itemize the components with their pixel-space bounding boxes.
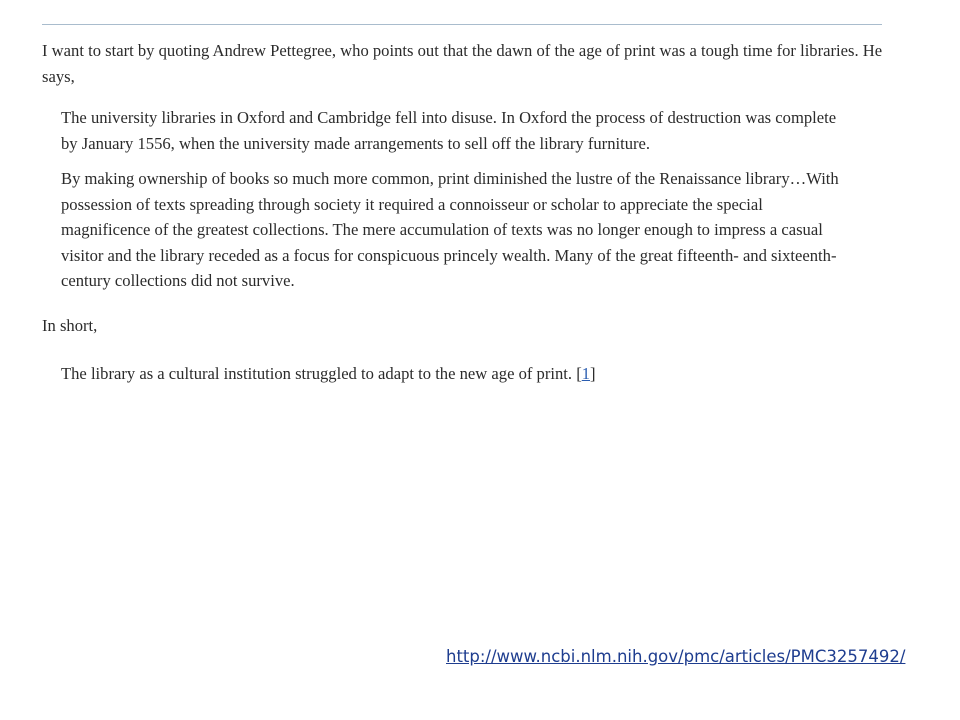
footnote-ref-link[interactable]: 1 [581, 364, 591, 383]
article-body [42, 38, 892, 397]
ref-close-bracket: ] [590, 364, 596, 383]
quote-paragraph-2: By making ownership of books so much more common, print diminished the lustre of the Renaissance library…With possession of texts spreading through society it required a connoisseur or scholar to appreciate the special magnificence of the greatest collections. The mere accumulation of texts was no longer enough to impress a casual visitor and the library receded as a focus for conspicuous princely wealth. Many of the great fifteenth- and sixteenth-century collections did not survive. [61, 169, 839, 290]
ref-open-bracket: [ [576, 364, 582, 383]
quote-paragraph-1: The university libraries in Oxford and Cambridge fell into disuse. In Oxford the process of destruction was complete by January 1556, when the university made arrangements to sell off the library furniture. [61, 108, 837, 153]
conclusion-quote [61, 361, 851, 387]
blockquote-conclusion [42, 361, 851, 387]
source-url-link[interactable]: http://www.ncbi.nlm.nih.gov/pmc/articles/PMC3257492/ [446, 647, 906, 666]
intro-paragraph: I want to start by quoting Andrew Pettegree, who points out that the dawn of the age of print was a tough time for libraries. He says, [42, 41, 883, 86]
top-divider [42, 24, 882, 25]
in-short-paragraph: In short, [42, 315, 98, 335]
blockquote-pettegree [42, 105, 851, 294]
conclusion-quote-text: The library as a cultural institution struggled to adapt to the new age of print. [61, 364, 573, 383]
